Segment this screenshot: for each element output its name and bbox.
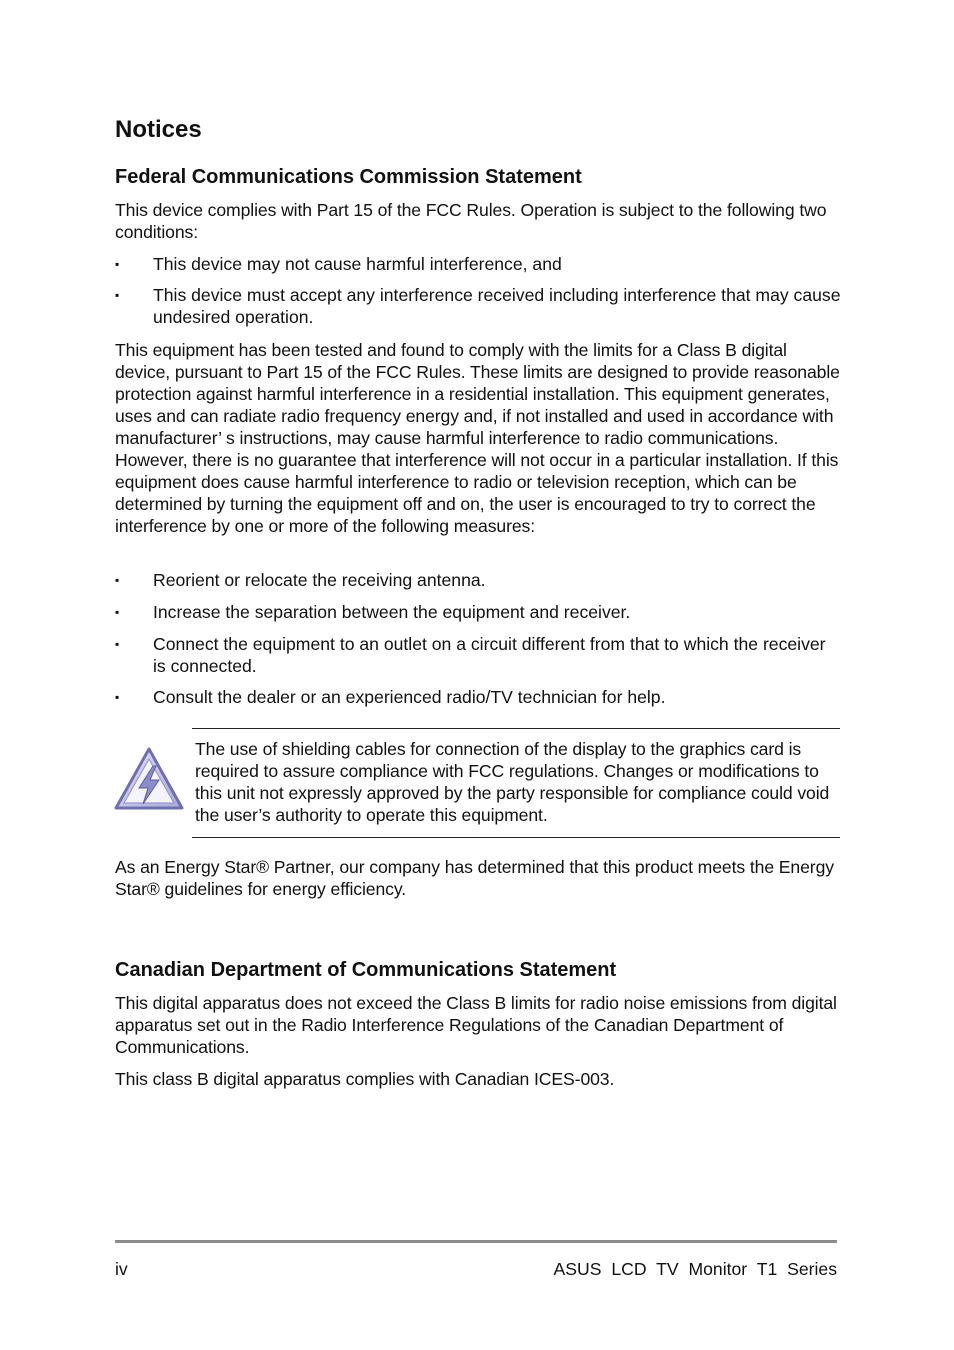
footer-divider — [115, 1240, 837, 1243]
bullet-icon: ▪ — [115, 690, 120, 704]
canada-heading: Canadian Department of Communications Statement — [115, 959, 617, 981]
measure-text: Consult the dealer or an experienced radio/TV technician for help. — [153, 687, 666, 707]
bullet-icon: ▪ — [115, 637, 120, 651]
measure-text: Connect the equipment to an outlet on a circuit different from that to which the receiver is connected. — [153, 634, 826, 676]
bullet-icon: ▪ — [115, 288, 120, 302]
footer-product-title: ASUS LCD TV Monitor T1 Series — [553, 1259, 837, 1279]
canada-paragraph: This digital apparatus does not exceed the Class B limits for radio noise emissions from digital apparatus set out in the Radio Interference Regulations of the Canadian Department of Communications. — [115, 993, 837, 1057]
fcc-body: This equipment has been tested and found to comply with the limits for a Class B digital device, pursuant to Part 15 of the FCC Rules. These limits are designed to provide reasonable protection against harmful interference in a residential installation. This equipment generates, uses and can radiate radio frequency energy and, if not installed and used in accordance with manufacturer’ s instructions, may cause harmful interference to radio communications. However, there is no guarantee that interference will not occur in a particular installation. If this equipment does cause harmful interference to radio or television reception, which can be determined by turning the equipment off and on, the user is encouraged to try to correct the interference by one or more of the following measures: — [115, 340, 840, 536]
bullet-icon: ▪ — [115, 573, 120, 587]
fcc-heading: Federal Communications Commission Statement — [115, 166, 582, 188]
canada-ices-paragraph: This class B digital apparatus complies with Canadian ICES-003. — [115, 1069, 615, 1089]
bullet-icon: ▪ — [115, 257, 120, 271]
page-number: iv — [115, 1259, 128, 1279]
warning-lightning-icon — [113, 746, 185, 812]
page-title: Notices — [115, 116, 202, 143]
bullet-icon: ▪ — [115, 605, 120, 619]
measure-text: Reorient or relocate the receiving antenna. — [153, 570, 486, 590]
fcc-intro: This device complies with Part 15 of the FCC Rules. Operation is subject to the following two conditions: — [115, 200, 827, 242]
condition-text: This device must accept any interference received including interference that may cause undesired operation. — [153, 285, 841, 327]
warning-note: The use of shielding cables for connection of the display to the graphics card is required to assure compliance with FCC regulations. Changes or modifications to this unit not expressly approved by the party responsible for compliance could void the user’s authority to operate this equipment. — [195, 739, 830, 825]
energy-star-text: As an Energy Star® Partner, our company has determined that this product meets the Energy Star® guidelines for energy efficiency. — [115, 857, 834, 899]
measure-text: Increase the separation between the equipment and receiver. — [153, 602, 631, 622]
condition-text: This device may not cause harmful interference, and — [153, 254, 562, 274]
